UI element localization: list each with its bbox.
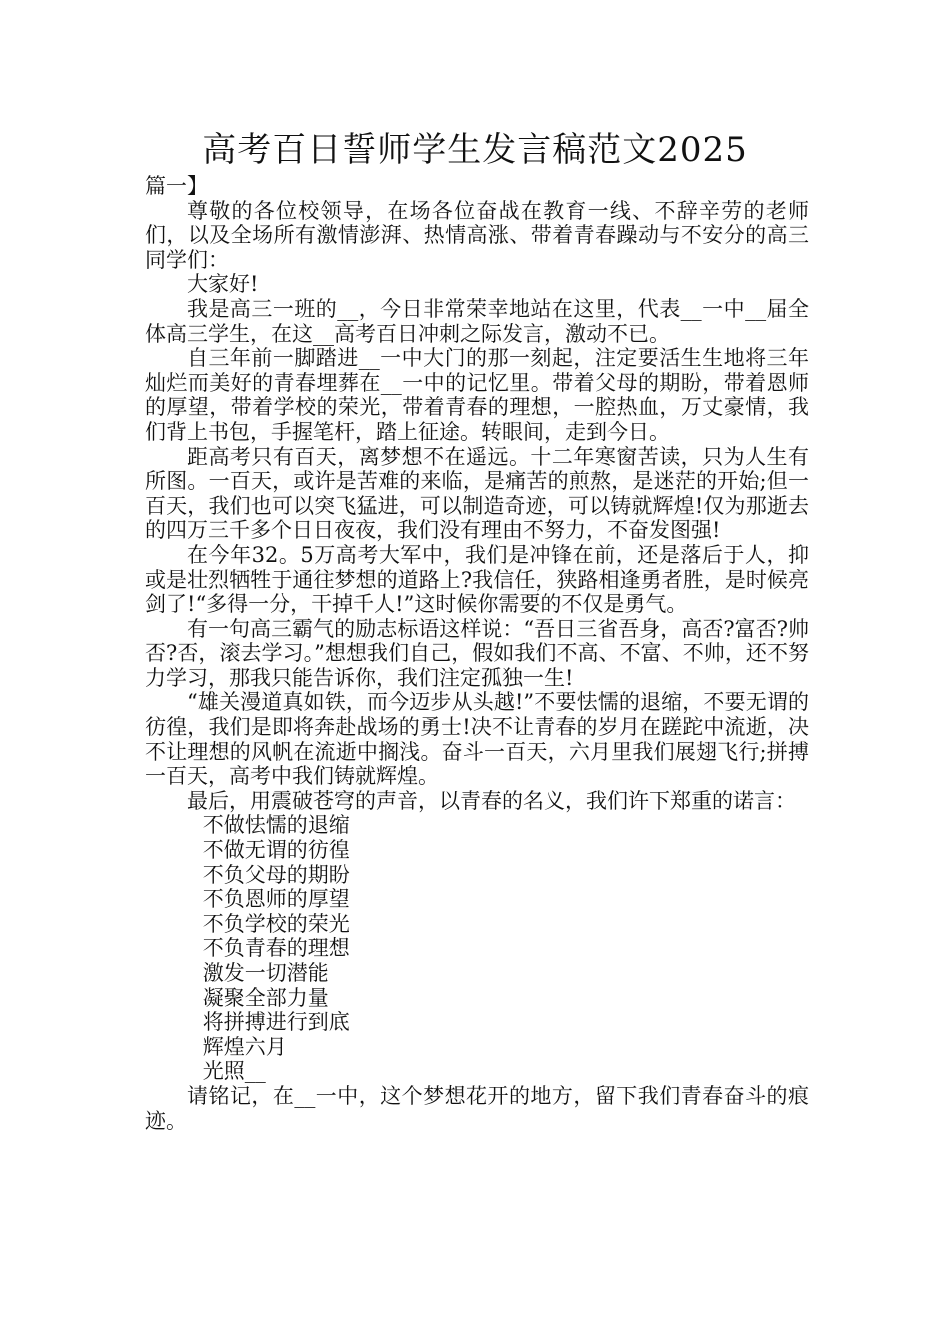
oath-line: 不做无谓的彷徨: [202, 838, 350, 863]
oath-list: [145, 813, 809, 1084]
oath-line: 光照__: [202, 1059, 266, 1084]
document-body: [145, 174, 809, 1133]
oath-line: 不做怯懦的退缩: [202, 813, 350, 838]
oath-line: 将拼搏进行到底: [202, 1010, 350, 1035]
oath-line: 激发一切潜能: [202, 961, 329, 985]
paragraph-three-years: 自三年前一脚踏进__一中大门的那一刻起，注定要活生生地将三年灿烂而美好的青春埋葬在__一中的记忆里。带着父母的期盼，带着恩师的厚望，带着学校的荣光，带着青春的理想，一腔热血，万丈豪情，我们背上书包，手握笔杆，踏上征途。转眼间，走到今日。: [145, 346, 809, 444]
paragraph-slogan: 有一句高三霸气的励志标语这样说：“吾日三省吾身，高否?富否?帅否?否，滚去学习。”想想我们自己，假如我们不高、不富、不帅，还不努力学习，那我只能告诉你，我们注定孤独一生!: [145, 616, 809, 690]
oath-line: 不负父母的期盼: [202, 862, 350, 887]
paragraph-hundred-days: 距高考只有百天，离梦想不在遥远。十二年寒窗苦读，只为人生有所图。一百天，或许是苦难的来临，是痛苦的煎熬，是迷茫的开始;但一百天，我们也可以突飞猛进，可以制造奇迹，可以铸就辉煌!仅为那逝去的四万三千多个日日夜夜，我们没有理由不努力，不奋发图强!: [145, 444, 809, 543]
document-title: 高考百日誓师学生发言稿范文2025: [202, 130, 748, 170]
paragraph-greeting: 大家好!: [187, 272, 259, 297]
paragraph-resolve: “雄关漫道真如铁，而今迈步从头越!”不要怯懦的退缩，不要无谓的彷徨，我们是即将奔赴战场的勇士!决不让青春的岁月在蹉跎中流逝，决不让理想的风帆在流逝中搁浅。奋斗一百天，六月里我们展翅飞行;拼搏一百天，高考中我们铸就辉煌。: [145, 690, 809, 789]
section-label: 篇一】: [145, 174, 208, 198]
oath-line: 凝聚全部力量: [202, 985, 329, 1010]
oath-line: 不负学校的荣光: [202, 911, 350, 936]
oath-line: 不负恩师的厚望: [202, 887, 350, 912]
oath-line: 不负青春的理想: [202, 936, 350, 961]
paragraph-oath-intro: 最后，用震破苍穹的声音，以青春的名义，我们许下郑重的诺言：: [187, 788, 796, 813]
paragraph-salutation: 尊敬的各位校领导，在场各位奋战在教育一线、不辞辛劳的老师们，以及全场所有激情澎湃、热情高涨、带着青春躁动与不安分的高三同学们：: [145, 198, 809, 272]
oath-line: 辉煌六月: [202, 1034, 287, 1059]
paragraph-closing: 请铭记，在__一中，这个梦想花开的地方，留下我们青春奋斗的痕迹。: [145, 1083, 809, 1133]
paragraph-introduction: 我是高三一班的__，今日非常荣幸地站在这里，代表__一中__届全体高三学生，在这__高考百日冲刺之际发言，激动不已。: [145, 296, 809, 346]
paragraph-exam-army: 在今年32。5万高考大军中，我们是冲锋在前，还是落后于人，抑或是壮烈牺牲于通往梦想的道路上?我信任，狭路相逢勇者胜，是时候亮剑了!“多得一分，干掉千人!”这时候你需要的不仅是勇气。: [145, 542, 809, 617]
